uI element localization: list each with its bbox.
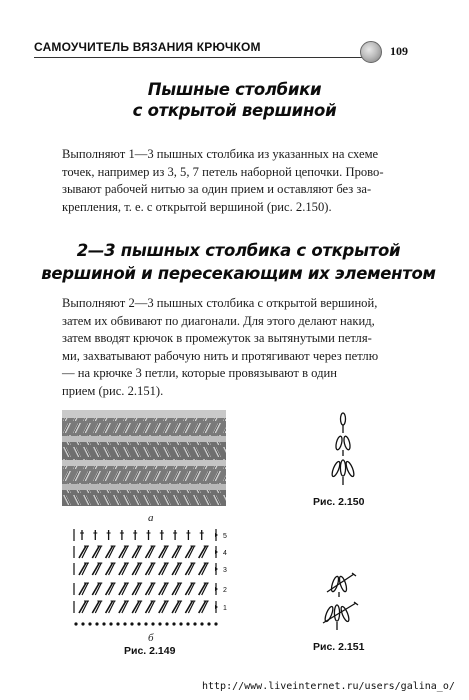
- row-number: 2: [223, 587, 227, 594]
- chain-stitch: [137, 622, 140, 625]
- chain-stitch: [165, 622, 168, 625]
- section-paragraph-1: [62, 146, 412, 216]
- chain-stitch: [214, 622, 217, 625]
- chart-rows: [74, 529, 218, 626]
- header-disc-ornament: [360, 41, 382, 63]
- footer-url: http://www.liveinternet.ru/users/galina_o/: [202, 681, 455, 692]
- page-number: 109: [390, 44, 408, 58]
- chain-stitch: [207, 622, 210, 625]
- figure-label-b: б: [148, 632, 154, 644]
- paragraph-line: зывают рабочей нитью за один прием и оставляют без за-: [62, 182, 372, 197]
- chain-stitch: [172, 622, 175, 625]
- paragraph-line: ми, захватывают рабочую нить и протягивают через петлю: [62, 348, 379, 363]
- row-number: 4: [223, 550, 227, 557]
- paragraph-line: Выполняют 1—3 пышных столбика из указанных на схеме: [62, 147, 379, 161]
- heading-line: с открытой вершиной: [132, 101, 337, 120]
- paragraph-line: затем их обвивают по диагонали. Для этого делают накид,: [62, 313, 375, 328]
- paragraph-line: точек, например из 3, 5, 7 петель наборной цепочки. Прово-: [62, 164, 384, 179]
- paragraph-line: затем вводят крючок в промежуток за вытянутыми петля-: [62, 331, 372, 346]
- chain-stitch: [158, 622, 161, 625]
- puff-stitch-symbol-2-150: [326, 411, 360, 487]
- heading-line: Пышные столбики: [147, 80, 322, 99]
- chain-stitch: [144, 622, 147, 625]
- paragraph-line: Выполняют 2—3 пышных столбика с открытой вершиной,: [62, 296, 378, 310]
- paragraph-line: — на крючке 3 петли, которые провязывают в один: [62, 366, 337, 381]
- row-number: 3: [223, 567, 227, 574]
- knitted-swatch-photo: [62, 410, 226, 506]
- chain-stitch: [186, 622, 189, 625]
- figure-label-a: а: [148, 512, 154, 524]
- header-rule: [34, 57, 368, 58]
- chain-stitch: [109, 622, 112, 625]
- chain-stitch: [74, 622, 77, 625]
- section-heading-1: [0, 79, 469, 121]
- puff-stitch-crossed-symbol-2-151: [318, 570, 362, 632]
- chain-stitch: [151, 622, 154, 625]
- heading-line: вершиной и пересекающим их элементом: [41, 264, 436, 283]
- chain-stitch: [123, 622, 126, 625]
- chain-stitch: [116, 622, 119, 625]
- chain-stitch: [95, 622, 98, 625]
- section-paragraph-2: [62, 295, 412, 401]
- chain-stitch: [81, 622, 84, 625]
- chain-stitch: [200, 622, 203, 625]
- running-title: САМОУЧИТЕЛЬ ВЯЗАНИЯ КРЮЧКОМ: [34, 40, 261, 54]
- figure-caption-2-150: Рис. 2.150: [313, 496, 365, 508]
- chain-stitch: [179, 622, 182, 625]
- chain-stitch: [102, 622, 105, 625]
- row-number: 1: [223, 605, 227, 612]
- heading-line: 2—3 пышных столбика с открытой: [76, 241, 401, 260]
- chain-stitch: [193, 622, 196, 625]
- section-heading-2: [8, 239, 469, 285]
- chain-stitch: [130, 622, 133, 625]
- row-number: 5: [223, 533, 227, 540]
- figure-caption-2-149: Рис. 2.149: [124, 645, 176, 657]
- paragraph-line: крепления, т. е. с открытой вершиной (рис. 2.150).: [62, 199, 332, 214]
- figure-caption-2-151: Рис. 2.151: [313, 641, 365, 653]
- crochet-chart-2-149: [70, 528, 240, 628]
- paragraph-line: прием (рис. 2.151).: [62, 383, 164, 398]
- chain-stitch: [88, 622, 91, 625]
